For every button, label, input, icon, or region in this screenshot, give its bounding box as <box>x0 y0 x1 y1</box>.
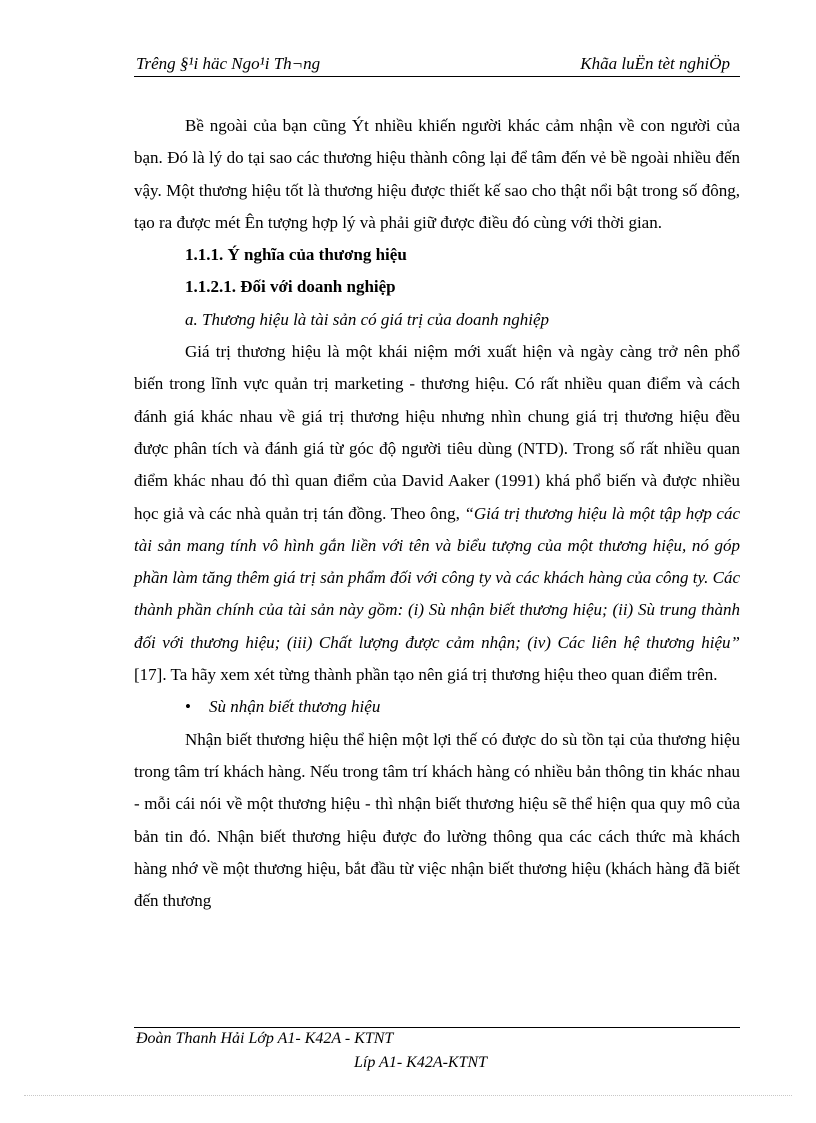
subsection-heading-enterprise: 1.1.2.1. Đối với doanh nghiệp <box>185 277 396 297</box>
page-footer <box>134 1027 740 1071</box>
bullet-item-awareness <box>134 691 740 723</box>
item-heading-a: a. Thương hiệu là tài sản có giá trị của doanh nghiệp <box>185 309 549 329</box>
brand-value-text: Giá trị thương hiệu là một khái niệm mới xuất hiện và ngày càng trở nên phổ biến trong lĩnh vực quản trị marketing - thương hiệu. Có rất nhiều quan điểm và cách đánh giá khác nhau về giá trị thương hiệu nhưng nhìn chung giá trị thương hiệu đều được phân tích và đánh giá từ góc độ người tiêu dùng (NTD). Trong số rất nhiều quan điểm khác nhau đó thì quan điểm của David Aaker (1991) khá phổ biến và được nhiều học giả và các nhà quản trị tán đồng. Theo ông, <box>134 342 740 523</box>
page-header <box>134 52 740 77</box>
aaker-quote: “Giá trị thương hiệu là một tập hợp các tài sản mang tính vô hình gắn liền với tên và biểu tượng của một thương hiệu, nó góp phần làm tăng thêm giá trị sản phẩm đối với công ty và các khách hàng của công ty. Các thành phần chính của tài sản này gồm: (i) Sù nhận biết thương hiệu; (ii) Sù trung thành đối với thương hiệu; (iii) Chất lượng được cảm nhận; (iv) Các liên hệ thương hiệu” <box>134 503 740 652</box>
page-bottom-divider <box>24 1095 792 1096</box>
footer-author-line: Đoàn Thanh Hải Lớp A1- K42A - KTNT <box>136 1030 394 1047</box>
header-left-text: Trêng §¹i häc Ngo¹i Th¬ng <box>136 54 321 73</box>
footer-class-line: Líp A1- K42A-KTNT <box>354 1054 488 1071</box>
bullet-icon: • <box>185 697 191 717</box>
paragraph-brand-value <box>134 336 740 691</box>
header-right-text: Khãa luËn tèt nghiÖp <box>580 54 730 73</box>
paragraph-appearance: Bề ngoài của bạn cũng Ýt nhiều khiến người khác cảm nhận về con người của bạn. Đó là lý do tại sao các thương hiệu thành công lại để tâm đến vẻ bề ngoài nhiều đến vậy. Một thương hiệu tốt là thương hiệu được thiết kế sao cho thật nổi bật trong số đông, tạo ra được mét Ên tượng hợp lý và phải giữ được điều đó cùng với thời gian. <box>134 116 740 232</box>
section-heading-meaning: 1.1.1. Ý nghĩa của thương hiệu <box>185 245 407 265</box>
bullet-item-label: Sù nhận biết thương hiệu <box>209 697 381 717</box>
page-body <box>134 110 740 917</box>
paragraph-awareness: Nhận biết thương hiệu thể hiện một lợi thế có được do sù tồn tại của thương hiệu trong tâm trí khách hàng. Nếu trong tâm trí khách hàng có nhiều bản thông tin khác nhau - mỗi cái nói về một thương hiệu - thì nhận biết thương hiệu sẽ thể hiện qua quy mô của bản tin đó. Nhận biết thương hiệu được đo lường thông qua các cách thức mà khách hàng nhớ về một thương hiệu, bắt đầu từ việc nhận biết thương hiệu (khách hàng đã biết đến thương <box>134 729 740 911</box>
brand-value-citation: [17]. Ta hãy xem xét từng thành phần tạo nên giá trị thương hiệu theo quan điểm trên. <box>134 665 718 685</box>
